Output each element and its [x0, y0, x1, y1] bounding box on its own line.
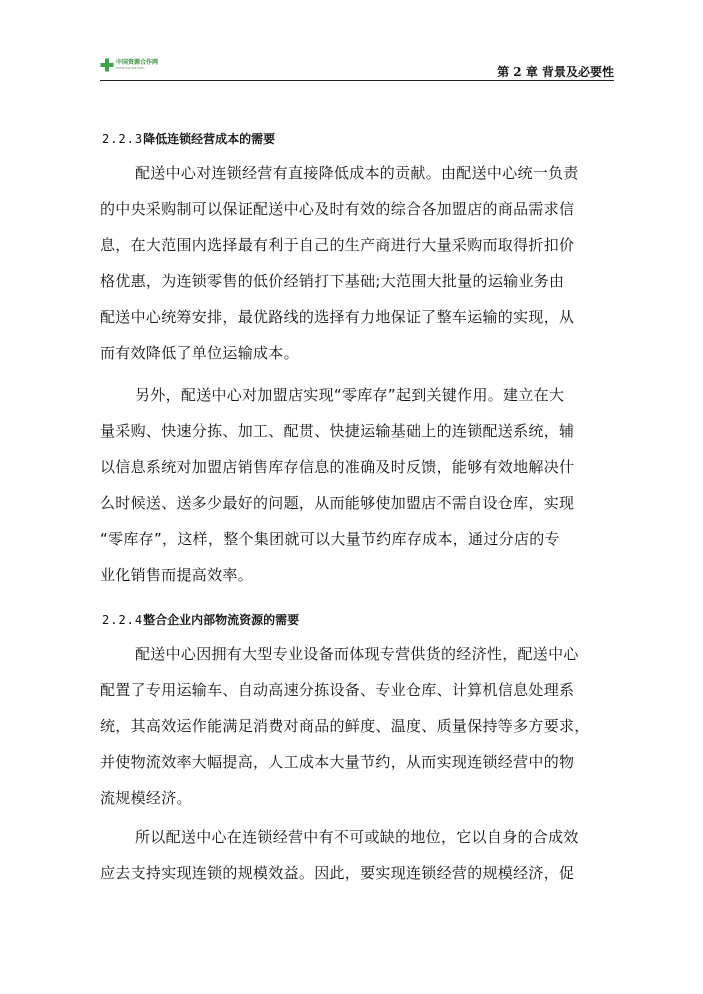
logo-text: 中国资源合作网	[116, 58, 159, 66]
text-line: 量采购、快速分拣、加工、配贯、快捷运输基础上的连锁配送系统，辅	[100, 422, 575, 440]
text-line: 以信息系统对加盟店销售库存信息的准确及时反馈，能够有效地解决什	[100, 458, 575, 476]
text-line: 配送中心统筹安排，最优路线的选择有力地保证了整车运输的实现，从	[100, 308, 575, 326]
section-number: 2.2.3	[102, 132, 144, 146]
text-line: 流规模经济。	[100, 789, 192, 807]
paragraph-1	[100, 155, 620, 371]
text-line: “零库存”，这样，整个集团就可以大量节约库存成本，通过分店的专	[100, 530, 560, 548]
text-line: 统，其高效运作能满足消费对商品的鲜度、温度、质量保持等多方要求，	[100, 717, 590, 735]
text-line: 另外，配送中心对加盟店实现“零库存”起到关键作用。建立在大	[135, 386, 565, 404]
section-heading-2-2-4	[102, 611, 299, 628]
section-title: 整合企业内部物流资源的需要	[143, 613, 300, 627]
header-rule	[100, 80, 614, 81]
text-line: 的中央采购制可以保证配送中心及时有效的综合各加盟店的商品需求信	[100, 200, 575, 218]
text-line: 所以配送中心在连锁经营中有不可或缺的地位，它以自身的合成效	[135, 828, 579, 846]
section-number: 2.2.4	[102, 613, 144, 627]
paragraph-3	[100, 636, 620, 816]
text-line: 配送中心对连锁经营有直接降低成本的贡献。由配送中心统一负责	[135, 164, 579, 182]
text-line: 息，在大范围内选择最有利于自己的生产商进行大量采购而取得折扣价	[100, 236, 575, 254]
text-line: 格优惠，为连锁零售的低价经销打下基础;大范围大批量的运输业务由	[100, 272, 565, 290]
text-line: 应去支持实现连锁的规模效益。因此，要实现连锁经营的规模经济，促	[100, 864, 575, 882]
publisher-logo	[100, 58, 158, 72]
text-line: 么时候送、送多少最好的问题，从而能够使加盟店不需自设仓库，实现	[100, 494, 575, 512]
text-line: 并使物流效率大幅提高，人工成本大量节约，从而实现连锁经营中的物	[100, 753, 575, 771]
text-line: 而有效降低了单位运输成本。	[100, 344, 299, 362]
chapter-title: 第 2 章 背景及必要性	[497, 65, 614, 79]
logo-subtext: www.zyhzw.com	[116, 65, 145, 70]
paragraph-2	[100, 377, 620, 593]
text-line: 配送中心因拥有大型专业设备而体现专营供货的经济性，配送中心	[135, 645, 579, 663]
text-line: 配置了专用运输车、自动高速分拣设备、专业仓库、计算机信息处理系	[100, 681, 575, 699]
section-title: 降低连锁经营成本的需要	[143, 132, 276, 146]
page-header	[100, 56, 614, 80]
section-heading-2-2-3	[102, 130, 275, 147]
paragraph-4	[100, 819, 620, 891]
green-cross-icon	[100, 58, 114, 72]
text-line: 业化销售而提高效率。	[100, 566, 254, 584]
